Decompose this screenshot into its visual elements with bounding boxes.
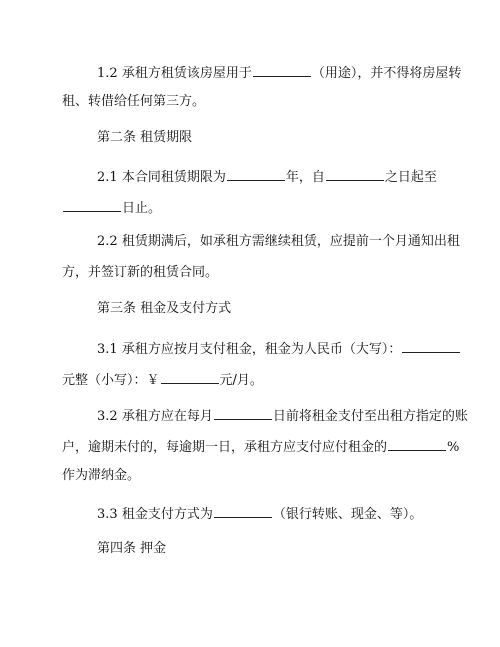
clause-text: 承租方应按月支付租金，租金为人民币（大写）： <box>121 342 402 357</box>
clause-3-2-line-3 <box>62 467 140 485</box>
fill-blank-rent-lowercase[interactable] <box>161 369 219 384</box>
clause-text: 租、转借给任何第三方。 <box>62 94 206 109</box>
clause-1-2-line-1 <box>97 62 461 83</box>
clause-number: 3.1 <box>97 342 118 357</box>
clause-text: 元整（小写）：￥ <box>62 373 160 388</box>
article-2-heading <box>97 129 192 147</box>
clause-text: 年，自 <box>285 170 325 185</box>
article-3-heading <box>97 300 231 318</box>
fill-blank-start-date[interactable] <box>326 166 384 181</box>
clause-1-2-line-2 <box>62 93 205 111</box>
clause-text: 承租方租赁该房屋用于 <box>121 66 252 81</box>
article-title: 第三条 租金及支付方式 <box>97 301 232 316</box>
article-title: 第四条 押金 <box>97 541 167 556</box>
clause-text: 方，并签订新的租赁合同。 <box>62 265 219 280</box>
clause-text: 之日起至 <box>384 170 437 185</box>
clause-text: 作为滞纳金。 <box>62 468 141 483</box>
clause-number: 2.2 <box>97 234 118 249</box>
fill-blank-term-years[interactable] <box>227 166 285 181</box>
clause-text: 元/月。 <box>219 373 263 388</box>
percent-sign: % <box>447 440 460 455</box>
fill-blank-late-fee-percent[interactable] <box>388 436 446 451</box>
clause-2-2-line-1 <box>97 233 460 251</box>
fill-blank-end-date[interactable] <box>63 197 121 212</box>
article-4-heading <box>97 540 166 558</box>
clause-text: 户，逾期未付的，每逾期一日，承租方应支付应付租金的 <box>62 440 388 455</box>
clause-2-2-line-2 <box>62 264 218 282</box>
clause-text: 日止。 <box>122 201 162 216</box>
clause-3-1-line-1 <box>97 338 461 359</box>
clause-text: 本合同租赁期限为 <box>121 170 226 185</box>
fill-blank-rent-uppercase[interactable] <box>402 338 460 353</box>
clause-3-2-line-1 <box>97 405 468 426</box>
clause-2-1-line-2 <box>62 197 161 218</box>
clause-number: 2.1 <box>97 170 118 185</box>
article-title: 第二条 租赁期限 <box>97 130 193 145</box>
clause-text: 日前将租金支付至出租方指定的账 <box>272 409 468 424</box>
fill-blank-usage[interactable] <box>253 62 311 77</box>
clause-3-1-line-2 <box>62 369 263 390</box>
clause-text: （银行转账、现金、等）。 <box>272 507 423 522</box>
clause-text: 承租方应在每月 <box>121 409 213 424</box>
clause-text: 租赁期满后，如承租方需继续租赁，应提前一个月通知出租 <box>121 234 460 249</box>
clause-text: 租金支付方式为 <box>121 507 213 522</box>
clause-text: （用途），并不得将房屋转 <box>311 66 462 81</box>
fill-blank-payment-method[interactable] <box>214 503 272 518</box>
clause-number: 3.3 <box>97 507 118 522</box>
clause-number: 1.2 <box>97 66 118 81</box>
clause-2-1-line-1 <box>97 166 437 187</box>
clause-number: 3.2 <box>97 409 118 424</box>
clause-3-2-line-2 <box>62 436 459 457</box>
clause-3-3-line-1 <box>97 503 422 524</box>
fill-blank-payment-day[interactable] <box>214 405 272 420</box>
